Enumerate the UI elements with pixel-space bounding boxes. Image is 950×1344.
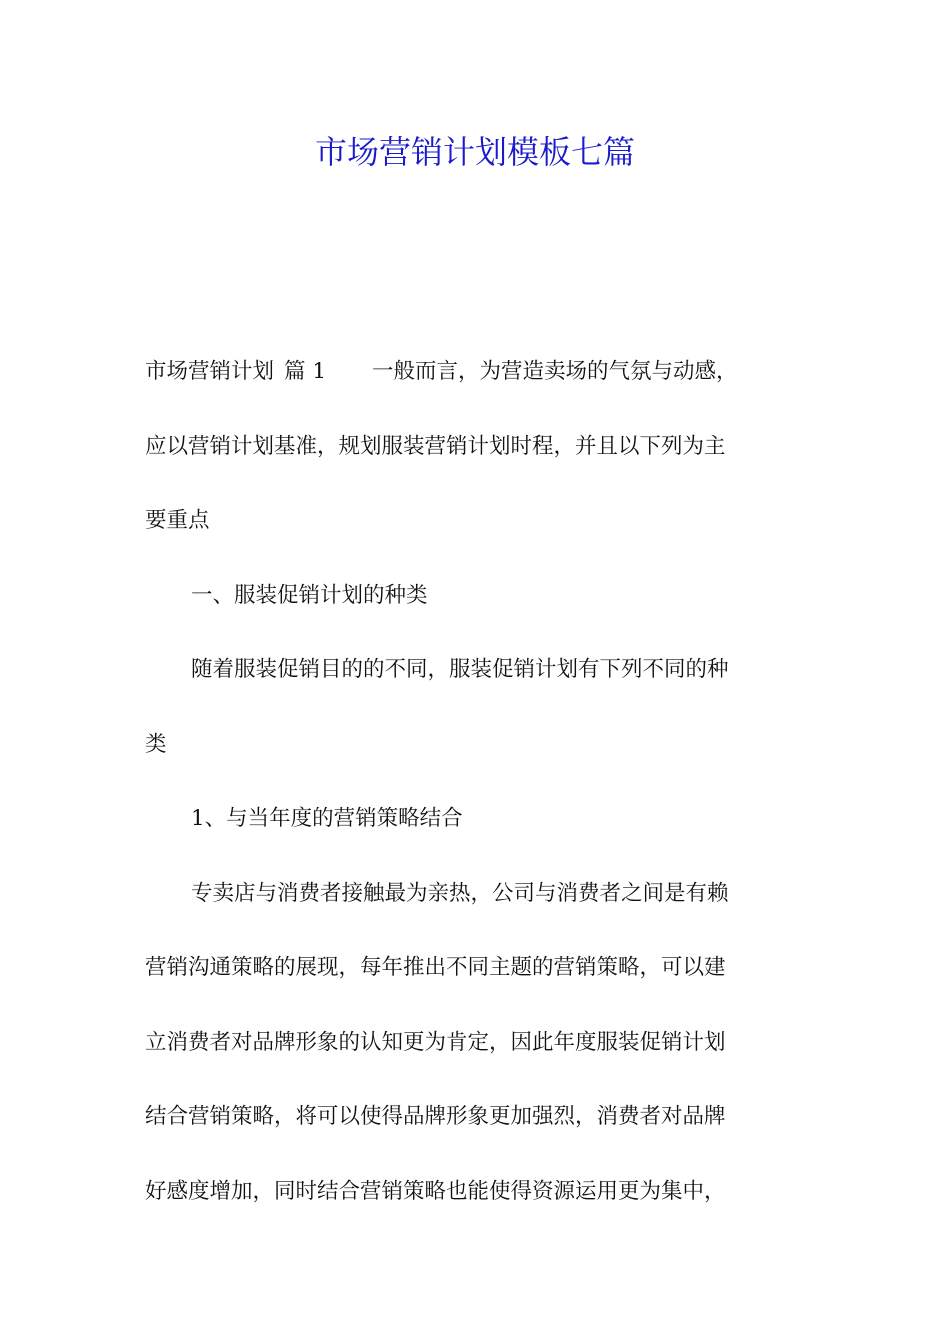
paragraph-line: 专卖店与消费者接触最为亲热，公司与消费者之间是有赖 xyxy=(191,880,729,906)
paragraph-line: 类 xyxy=(145,731,167,757)
document-title: 市场营销计划模板七篇 xyxy=(314,133,635,171)
paragraph-line: 应以营销计划基准，规划服装营销计划时程，并且以下列为主 xyxy=(145,433,726,459)
section-label: 市场营销计划 xyxy=(145,359,275,384)
paragraph-line xyxy=(145,335,805,410)
paragraph-text: 一般而言，为营造卖场的气氛与动感， xyxy=(372,359,738,384)
paragraph-line: 好感度增加，同时结合营销策略也能使得资源运用更为集中， xyxy=(145,1178,726,1204)
heading-line: 一、服装促销计划的种类 xyxy=(191,582,428,608)
paragraph-line: 立消费者对品牌形象的认知更为肯定，因此年度服装促销计划 xyxy=(145,1029,726,1055)
paragraph-line: 要重点 xyxy=(145,508,210,533)
document-body xyxy=(145,335,805,1229)
paragraph-line: 随着服装促销目的的不同，服装促销计划有下列不同的种 xyxy=(191,657,729,682)
paragraph-line: 结合营销策略，将可以使得品牌形象更加强烈，消费者对品牌 xyxy=(145,1104,726,1129)
heading-line: 1、与当年度的营销策略结合 xyxy=(191,806,463,831)
section-number: 篇 1 xyxy=(284,359,327,384)
paragraph-line: 营销沟通策略的展现，每年推出不同主题的营销策略，可以建 xyxy=(145,955,726,980)
